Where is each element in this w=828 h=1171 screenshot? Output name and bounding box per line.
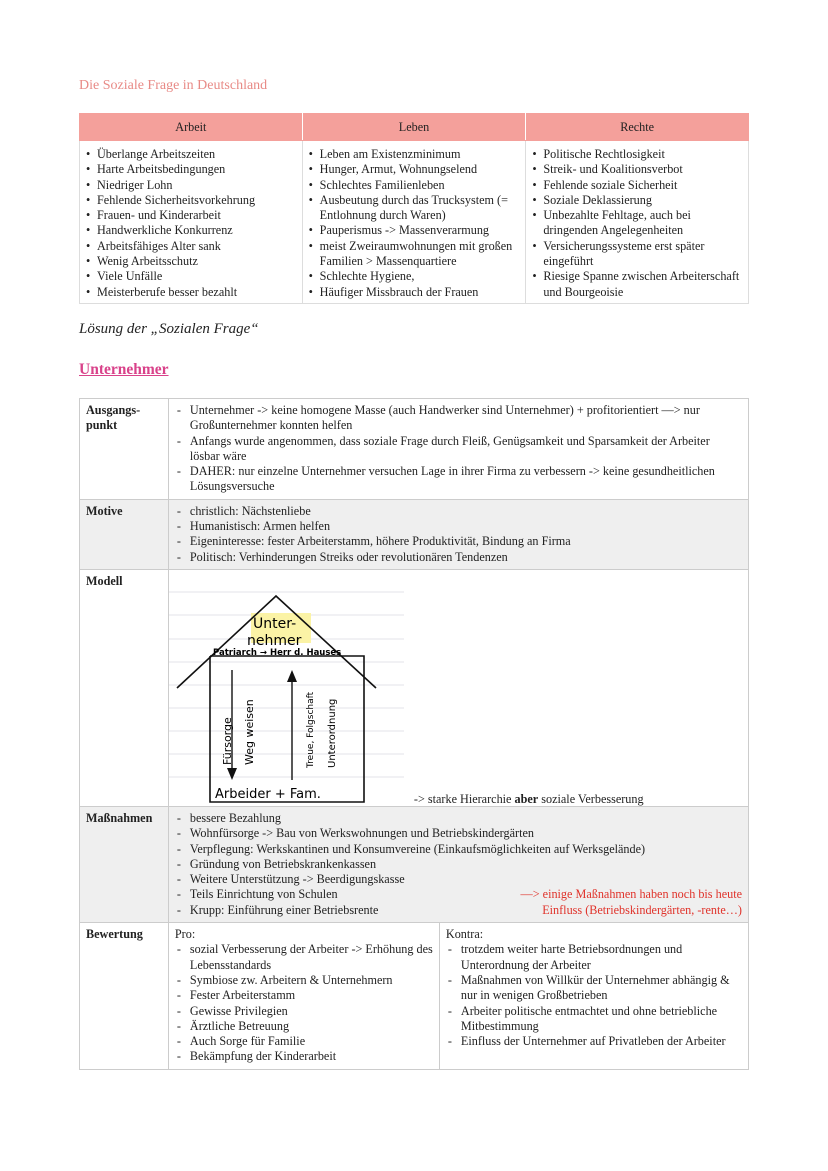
list-item: - Gewisse Privilegien <box>175 1004 433 1019</box>
list-item: • Politische Rechtlosigkeit <box>532 147 742 162</box>
row-massnahmen <box>80 806 749 922</box>
kontra-column <box>440 927 748 1065</box>
list-item: • Viele Unfälle <box>86 269 296 284</box>
list-item: - Ärztliche Betreuung <box>175 1019 433 1034</box>
list-item: • Ausbeutung durch das Trucksystem (= Entlohnung durch Waren) <box>309 193 520 224</box>
house-model-drawing <box>169 570 749 806</box>
row-bewertung <box>80 923 749 1070</box>
model-caption <box>414 792 644 807</box>
pro-kontra-split <box>175 927 748 1065</box>
header-leben: Leben <box>302 114 526 141</box>
row-modell <box>80 569 749 806</box>
list-item: • Arbeitsfähiges Alter sank <box>86 239 296 254</box>
massnahmen-note <box>521 887 742 918</box>
list-item: • Niedriger Lohn <box>86 178 296 193</box>
label-bewertung: Bewertung <box>80 923 169 1070</box>
list-item: - sozial Verbesserung der Arbeiter -> Erhöhung des Lebensstandards <box>175 942 433 973</box>
arbeit-cell <box>80 141 303 304</box>
list-item: - trotzdem weiter harte Betriebsordnungen und Unterordnung der Arbeiter <box>446 942 748 973</box>
content-motive <box>168 499 748 569</box>
list-item: • Handwerkliche Konkurrenz <box>86 223 296 238</box>
arbeit-list <box>86 147 296 300</box>
note-line2: Einfluss (Betriebskindergärten, -rente…) <box>542 902 742 917</box>
list-item: - Maßnahmen von Willkür der Unternehmer abhängig & nur in wenigen Großbetrieben <box>446 973 748 1004</box>
list-item: - Anfangs wurde angenommen, dass soziale Frage durch Fleiß, Genügsamkeit und Sparsamkeit der Arbeiter lösbar wäre <box>175 434 742 465</box>
content-bewertung <box>168 923 748 1070</box>
pro-column <box>175 923 440 1069</box>
list-item: - Einfluss der Unternehmer auf Privatleben der Arbeiter <box>446 1034 748 1049</box>
list-item: • Hunger, Armut, Wohnungselend <box>309 162 520 177</box>
section-heading-unternehmer: Unternehmer <box>79 361 169 378</box>
beam-text: Patriarch → Herr d. Hauses <box>212 647 342 658</box>
list-item: • Versicherungssysteme erst später eingeführt <box>532 239 742 270</box>
note-line1: —> einige Maßnahmen haben noch bis heute <box>520 887 742 902</box>
arrow-up-head <box>287 670 297 682</box>
unternehmer-table <box>79 398 749 1070</box>
list-item: - Fester Arbeiterstamm <box>175 988 433 1003</box>
arrow-text-unterordnung: Unterordnung <box>326 698 338 768</box>
content-massnahmen <box>168 806 748 922</box>
list-item: • Fehlende soziale Sicherheit <box>532 178 742 193</box>
rechte-cell <box>526 141 749 304</box>
label-ausgangspunkt-text: Ausgangs- punkt <box>86 403 141 433</box>
list-item: • Schlechte Hygiene, <box>309 269 520 284</box>
list-item: - DAHER: nur einzelne Unternehmer versuchen Lage in ihrer Firma zu verbessern -> keine gesundheitlichen Lösungsversuche <box>175 464 742 495</box>
pro-list <box>175 942 433 1064</box>
label-modell: Modell <box>80 569 169 806</box>
list-item: • Häufiger Missbrauch der Frauen <box>309 285 520 300</box>
content-ausgangspunkt <box>168 399 748 500</box>
list-item: • meist Zweiraumwohnungen mit großen Familien > Massenquartiere <box>309 239 520 270</box>
list-item: - Krupp: Einführung einer Betriebsrente <box>175 903 742 918</box>
list-item: - Auch Sorge für Familie <box>175 1034 433 1049</box>
list-item: - Politisch: Verhinderungen Streiks oder revolutionären Tendenzen <box>175 550 742 565</box>
leben-cell <box>302 141 526 304</box>
list-item: • Frauen- und Kinderarbeit <box>86 208 296 223</box>
list-item: - Eigeninteresse: fester Arbeiterstamm, höhere Produktivität, Bindung an Firma <box>175 534 742 549</box>
list-item: • Leben am Existenzminimum <box>309 147 520 162</box>
list-item: - Bekämpfung der Kinderarbeit <box>175 1049 433 1064</box>
label-motive: Motive <box>80 499 169 569</box>
list-item: - Gründung von Betriebskrankenkassen <box>175 857 742 872</box>
roof-text-line1: Unter- <box>252 615 297 632</box>
floor-text: Arbeider + Fam. <box>214 786 321 802</box>
kontra-title: Kontra: <box>445 927 484 942</box>
list-item: - Unternehmer -> keine homogene Masse (auch Handwerker sind Unternehmer) + profitorientiert —> nur Großunternehmer konnten helfen <box>175 403 742 434</box>
list-item: - Weitere Unterstützung -> Beerdigungskasse <box>175 872 742 887</box>
caption-pre: -> starke Hierarchie <box>413 791 515 806</box>
ausgangspunkt-list <box>175 403 742 495</box>
rechte-list <box>532 147 742 300</box>
list-item: • Meisterberufe besser bezahlt <box>86 285 296 300</box>
list-item: • Streik- und Koalitionsverbot <box>532 162 742 177</box>
list-item: • Unbezahlte Fehltage, auch bei dringenden Angelegenheiten <box>532 208 742 239</box>
overview-table <box>79 113 749 304</box>
list-item: • Soziale Deklassierung <box>532 193 742 208</box>
arrow-down-head <box>227 768 237 780</box>
list-item: - Symbiose zw. Arbeitern & Unternehmern <box>175 973 433 988</box>
list-item: - bessere Bezahlung <box>175 811 742 826</box>
solution-heading: Lösung der „Sozialen Frage“ <box>79 321 259 337</box>
caption-post: soziale Verbesserung <box>538 791 644 806</box>
kontra-list <box>446 942 748 1049</box>
list-item: • Schlechtes Familienleben <box>309 178 520 193</box>
leben-list <box>309 147 520 300</box>
list-item: - Verpflegung: Werkskantinen und Konsumvereine (Einkaufsmöglichkeiten auf Werksgelände) <box>175 842 742 857</box>
arrow-text-fuersorge: Fürsorge <box>220 717 234 765</box>
header-arbeit: Arbeit <box>80 114 303 141</box>
motive-list <box>175 504 742 565</box>
list-item: - Teils Einrichtung von Schulen <box>175 887 742 902</box>
arrow-text-weg-weisen: Weg weisen <box>242 699 256 765</box>
list-item: • Fehlende Sicherheitsvorkehrung <box>86 193 296 208</box>
page-title: Die Soziale Frage in Deutschland <box>79 78 268 93</box>
roof-text-line2: nehmer <box>246 632 302 649</box>
list-item: - Arbeiter politische entmachtet und ohne betriebliche Mitbestimmung <box>446 1004 748 1035</box>
list-item: • Überlange Arbeitszeiten <box>86 147 296 162</box>
row-motive <box>80 499 749 569</box>
list-item: • Harte Arbeitsbedingungen <box>86 162 296 177</box>
row-ausgangspunkt <box>80 399 749 500</box>
caption-bold: aber <box>514 791 539 806</box>
list-item: • Wenig Arbeitsschutz <box>86 254 296 269</box>
label-massnahmen: Maßnahmen <box>80 806 169 922</box>
content-modell <box>168 569 748 806</box>
list-item: - Wohnfürsorge -> Bau von Werkswohnungen und Betriebskindergärten <box>175 826 742 841</box>
list-item: • Riesige Spanne zwischen Arbeiterschaft und Bourgeoisie <box>532 269 742 300</box>
arrow-text-treue: Treue, Folgschaft <box>305 691 316 768</box>
pro-title: Pro: <box>174 927 196 942</box>
list-item: - christlich: Nächstenliebe <box>175 504 742 519</box>
header-rechte: Rechte <box>526 114 749 141</box>
list-item: • Pauperismus -> Massenverarmung <box>309 223 520 238</box>
label-ausgangspunkt <box>80 399 169 500</box>
list-item: - Humanistisch: Armen helfen <box>175 519 742 534</box>
